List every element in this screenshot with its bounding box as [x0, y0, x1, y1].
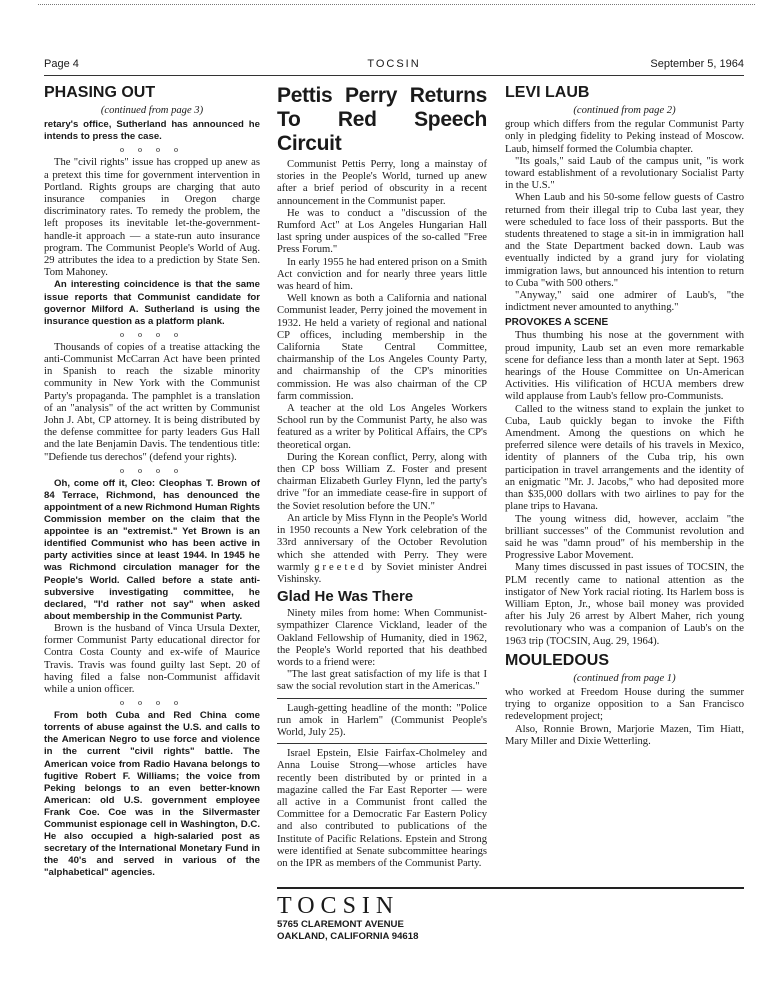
paragraph: Also, Ronnie Brown, Marjorie Mazen, Tim Hiatt, Mary Miller and Dixie Wetterling.	[505, 723, 744, 747]
subhead-provokes-a-scene: PROVOKES A SCENE	[505, 317, 609, 329]
paragraph: group which differs from the regular Communist Party only in pledging fidelity to Peking instead of Moscow. Laub, himself formed the Columbia chapter.	[505, 119, 744, 155]
publisher-name: TOCSIN	[277, 893, 400, 919]
paragraph: An article by Miss Flynn in the People's World in 1950 recounts a New York celebration of the 33rd anniversary of the October Revolution which she attended with Perry. They were warmly greeted by Soviet minister Andrei Vishinsky.	[277, 512, 487, 585]
top-border	[38, 4, 755, 5]
paragraph: Thousands of copies of a treatise attacking the anti-Communist McCarran Act have been printed in Spanish to reach the sizable minority community in New York with the Communist Party's propaganda. The pamphlet is a translation of an "analysis" of the act written by Communist John J. Abt, CP attorney. It is being distributed by the defense committee for party leaders Gus Hall and the late Benjamin Davis. The tendentious title: "Defiende tus derechos" (defend your rights).	[44, 341, 260, 463]
paragraph: "The last great satisfaction of my life is that I saw the social revolution start in the Americas."	[277, 669, 487, 693]
publisher-address-line: OAKLAND, CALIFORNIA 94618	[277, 931, 419, 942]
header-rule	[44, 75, 744, 76]
paragraph: Brown is the husband of Vinca Ursula Dexter, former Communist Party educational director for Contra Costa County and ex-wife of Maurice Travis. Travis was found guilty last Sept. 20 of having filed a false non-Communist affidavit while a union officer.	[44, 622, 260, 695]
publisher-address-line: 5765 CLAREMONT AVENUE	[277, 919, 404, 930]
paragraph: "Its goals," said Laub of the campus unit, "is work toward establishment of a revolutionary Socialist Party in the U.S."	[505, 155, 744, 192]
paragraph: He was to conduct a "discussion of the Rumford Act" at Los Angeles Hungarian Hall last spring under auspices of the so-called "Free Press Forum."	[277, 207, 487, 256]
paragraph: Called to the witness stand to explain the junket to Cuba, Laub quickly began to invoke the Fifth Amendment. Among the questions on which he preferred silence were details of his travels in Mexico, identity of planners of the Cuba trip, his own participation in travel arrangements and the identity of an enigmatic "Mr. J. Jacobs," who had deposited more than $35,000 dollars with two airlines to pay for the plane trips to Havana.	[505, 403, 744, 513]
headline-pettis-perry: Pettis Perry Returns To Red Speech Circuit	[277, 84, 487, 155]
column-pettis-perry	[277, 84, 487, 870]
separator: o o o o	[120, 145, 184, 155]
paragraph: "Anyway," said one admirer of Laub's, "the indictment never amounted to anything."	[505, 290, 744, 314]
short-item	[277, 698, 487, 740]
continued-note: (continued from page 3)	[100, 105, 204, 116]
separator: o o o o	[120, 698, 184, 708]
headline-levi-laub: LEVI LAUB	[505, 84, 590, 101]
page-number: Page 4	[44, 58, 79, 70]
paragraph: Laugh-getting headline of the month: "Police run amok in Harlem" (Communist People's World, July 25).	[277, 702, 487, 738]
column-levi-laub	[505, 84, 744, 748]
paragraph: Thus thumbing his nose at the government with proud impunity, Laub set an even more remarkable scene for defiance less than a month later at Sept. 1963 hearings of the House Committee on Un-American Activities. His vilification of HCUA members drew wild applause from Laub's fellow pro-Communists.	[505, 330, 744, 403]
separator: o o o o	[120, 329, 184, 339]
paragraph: Israel Epstein, Elsie Fairfax-Cholmeley and Anna Louise Strong—whose articles have recently been distributed by or printed in a magazine called the Far East Reporter — were all active in a Communist front called the Committee for a Democratic Far Eastern Policy and also contributed to publications of the Institute of Pacific Relations. Epstein and Strong were identified at Senate subcommittee hearings on the IPR as members of the Communist Party.	[277, 748, 487, 869]
short-item	[277, 743, 487, 870]
paragraph: The "civil rights" issue has cropped up anew as a pretext this time for government intervention in Portland. Rights groups are charging that auto insurance companies in Oregon charge discriminatory rates. To remedy the problem, the left proposes its inevitable let-the-government-handle-it approach — a state-run auto insurance program. The Communist People's World of Aug. 29 attributes the idea to a prediction by State Sen. Tom Mahoney.	[44, 157, 260, 279]
paragraph: When Laub and his 50-some fellow guests of Castro returned from their illegal trip to Cuba last year, they were scheduled to face loss of their passports. But the students threatened to stage a sit-in in immigration hall and the State Department backed down. Laub was eventually indicted by a grand jury for violating immigration laws, but announced his intention to return to Cuba "with 500 others."	[505, 192, 744, 289]
paragraph: Oh, come off it, Cleo: Cleophas T. Brown of 84 Terrace, Richmond, has denounced the appointment of a new Richmond Human Rights Commission member on the claim that the appointee is an "extremist." Yet Brown is an identified Communist who has been active in party activities since at least 1944. In 1945 he was Richmond circulation manager for the People's World. Called before a state anti-subversive investigating committee, he declared, "I'd rather not say" when asked about membership in the Communist Party.	[44, 477, 260, 622]
paragraph: From both Cuba and Red China come torrents of abuse against the U.S. and calls to the American Negro to use force and violence in the current "civil rights" battle. The American voice from Radio Havana belongs to fugitive Robert F. Williams; the voice from Peking belongs to an even better-known American: old U.S. government employee Frank Coe. Coe was in the Silvermaster Communist espionage cell in Washington, D.C. He also occupied a high-salaried post as secretary of the International Monetary Fund in the 40's and served in various of the "alphabetical" agencies.	[44, 710, 260, 879]
separator: o o o o	[120, 465, 184, 475]
headline-phasing-out: PHASING OUT	[44, 84, 156, 101]
column-phasing-out	[44, 84, 260, 879]
publisher-block	[277, 887, 744, 943]
paragraph: Many times discussed in past issues of TOCSIN, the PLM recently came to national attention as the instigator of New York racial rioting. Its Harlem boss is William Epton, Jr., whose bail money was provided after his July 26 arrest by Albert Maher, rich young revolutionary who was a companion of Laub's on the 1963 trip (TOCSIN, Aug. 29, 1964).	[505, 562, 744, 647]
spaced-word: greeted	[314, 561, 367, 573]
paragraph: An interesting coincidence is that the same issue reports that Communist candidate for governor Milford A. Sutherland is using the insurance question as a platform plank.	[44, 279, 260, 327]
paragraph: During the Korean conflict, Perry, along with then CP boss William Z. Foster and present chairman Elizabeth Gurley Flynn, led the party's drive "for an immediate cease-fire in support of the Soviet resolution before the UN."	[277, 451, 487, 512]
paragraph: The young witness did, however, acclaim "the brilliant successes" of the Communist revolution and said he was "damn proud" of his membership in the Progressive Labor Movement.	[505, 513, 744, 562]
masthead: TOCSIN	[367, 58, 421, 70]
paragraph: retary's office, Sutherland has announced he intends to press the case.	[44, 119, 260, 143]
paragraph: who worked at Freedom House during the summer trying to organize opposition to a San Francisco redevelopment project;	[505, 686, 744, 723]
issue-date: September 5, 1964	[650, 58, 744, 70]
continued-note: (continued from page 1)	[573, 672, 676, 684]
paragraph: Well known as both a California and national Communist leader, Perry joined the movement in 1932. He held a variety of regional and national CP offices, including membership in the California State Central Committee, chairmanship of the Los Angeles County Party, and chairmanship of the CP's minorities commission. He was also chairman of the CP farm commission.	[277, 293, 487, 402]
continued-note: (continued from page 2)	[573, 105, 676, 116]
paragraph: A teacher at the old Los Angeles Workers School run by the Communist Party, he also was featured as a writer by Political Affairs, the CP's theoretical organ.	[277, 403, 487, 451]
paragraph: In early 1955 he had entered prison on a Smith Act conviction and for nearly three years little was heard of him.	[277, 256, 487, 293]
paragraph: Ninety miles from home: When Communist-sympathizer Clarence Vickland, leader of the Oakland Fellowship of Humanity, died in 1962, the People's World reported that his deathbed words to a friend were:	[277, 608, 487, 668]
headline-mouledous: MOULEDOUS	[505, 651, 609, 669]
headline-glad-he-was-there: Glad He Was There	[277, 588, 414, 606]
paragraph: Communist Pettis Perry, long a mainstay of stories in the People's World, turned up anew after a brief period of obscurity in a recent announcement in the Communist paper.	[277, 159, 487, 207]
page-header	[44, 58, 744, 74]
